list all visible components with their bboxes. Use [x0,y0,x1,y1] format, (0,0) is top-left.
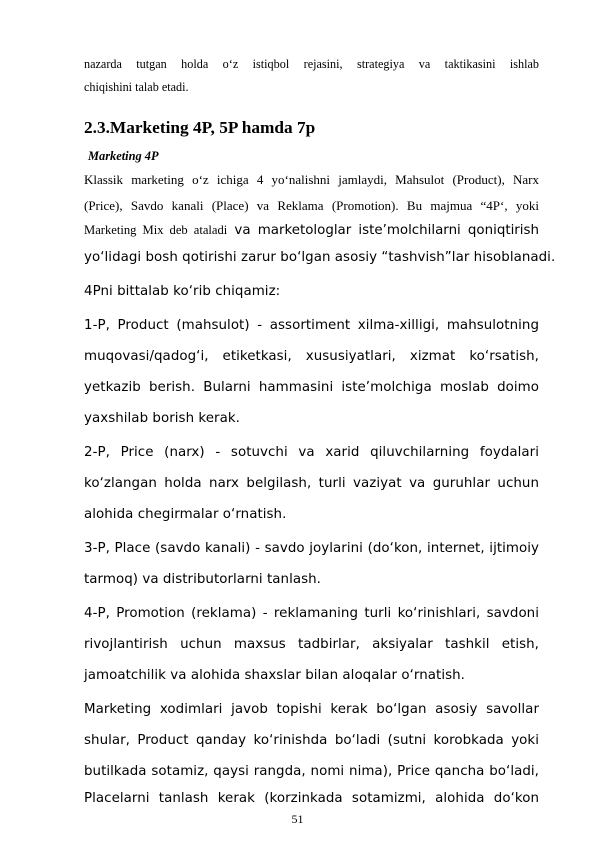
section-subheading: Marketing 4P [88,149,159,163]
item2-line-2: ko‘zlangan holda narx belgilash, turli vaziyat va guruhlar uchun [84,476,539,491]
item1-line-4: yaxshilab borish kerak. [84,411,240,426]
paragraph3-line-4: Placelarni tanlash kerak (korzinkada sotamizmi, alohida do‘kon [84,791,539,806]
page-number: 51 [291,812,304,826]
item4-line-3: jamoatchilik va alohida shaxslar bilan aloqalar o‘rnatish. [84,668,465,683]
item1-line-1: 1-P, Product (mahsulot) - assortiment xilma-xilligi, mahsulotning [84,318,539,333]
paragraph3-line-3: butilkada sotamiz, qaysi rangda, nomi nima), Price qancha bo‘ladi, [84,764,539,779]
paragraph1-line-4: yo‘lidagi bosh qotirishi zarur bo‘lgan asosiy “tashvish”lar hisoblanadi. [84,250,556,265]
paragraph3-line-1: Marketing xodimlari javob topishi kerak bo‘lgan asosiy savollar [84,702,539,717]
paragraph1-line-2: (Price), Savdo kanali (Place) va Reklama (Promotion). Bu majmua “4P‘, yoki [84,198,539,213]
item1-line-2: muqovasi/qadog‘i, etiketkasi, xususiyatlari, xizmat ko‘rsatish, [84,349,539,364]
intro-line-2: chiqishini talab etadi. [84,80,189,94]
section-heading: 2.3.Marketing 4P, 5P hamda 7p [84,118,316,137]
item2-line-1: 2-P, Price (narx) - sotuvchi va xarid qiluvchilarning foydalari [84,445,539,460]
intro-line-1: nazarda tutgan holda o‘z istiqbol rejasini, strategiya va taktikasini ishlab [84,57,539,71]
paragraph2-line-1: 4Pni bittalab ko‘rib chiqamiz: [84,284,281,299]
item3-line-2: tarmoq) va distributorlarni tanlash. [84,572,321,587]
item3-line-1: 3-P, Place (savdo kanali) - savdo joylarini (do‘kon, internet, ijtimoiy [84,541,539,556]
item1-line-3: yetkazib berish. Bularni hammasini iste’molchiga moslab doimo [84,380,539,395]
item2-line-3: alohida chegirmalar o‘rnatish. [84,507,287,522]
paragraph1-line-1: Klassik marketing o‘z ichiga 4 yo‘nalishni jamlaydi, Mahsulot (Product), Narx [84,172,539,187]
paragraph3-line-2: shular, Product qanday ko‘rinishda bo‘ladi (sutni korobkada yoki [84,733,539,748]
item4-line-2: rivojlantirish uchun maxsus tadbirlar, aksiyalar tashkil etish, [84,637,539,652]
paragraph1-line-3-part-a: Marketing Mix deb ataladi [84,223,228,237]
paragraph1-line-3 [84,221,539,239]
item4-line-1: 4-P, Promotion (reklama) - reklamaning turli ko‘rinishlari, savdoni [84,606,539,621]
paragraph1-line-3-part-b: va marketologlar iste’molchilarni qoniqtirish [227,223,539,238]
